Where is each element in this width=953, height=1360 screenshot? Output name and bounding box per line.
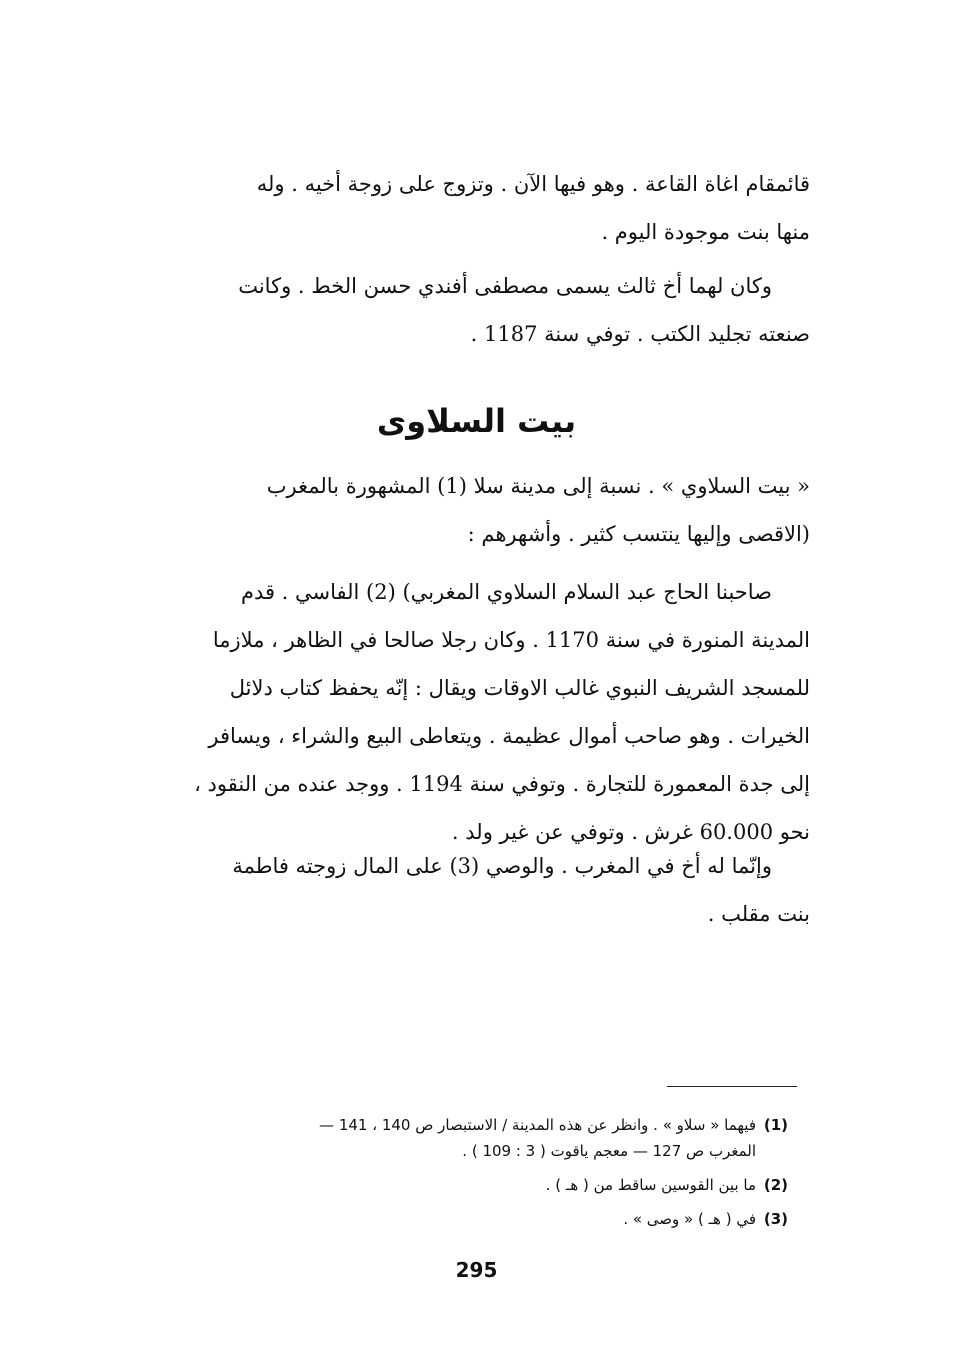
footnote-line: في ( هـ ) « وصى » . [623, 1210, 756, 1228]
paragraph [138, 462, 810, 558]
section-heading: بيت السلاوى [376, 402, 577, 440]
paragraph [138, 568, 810, 856]
text-line: وكان لهما أخ ثالث يسمى مصطفى أفندي حسن الخط . وكانت [238, 274, 772, 298]
text-line: المدينة المنورة في سنة 1170 . وكان رجلا صالحا في الظاهر ، ملازما [212, 628, 810, 652]
text-line: « بيت السلاوي » . نسبة إلى مدينة سلا (1) المشهورة بالمغرب [266, 474, 810, 498]
text-line: للمسجد الشريف النبوي غالب الاوقات ويقال : إنّه يحفظ كتاب دلائل [229, 676, 810, 700]
text-line: نحو 60.000 غرش . وتوفي عن غير ولد . [451, 820, 810, 844]
text-line: الخيرات . وهو صاحب أموال عظيمة . ويتعاطى البيع والشراء ، ويسافر [208, 724, 810, 748]
footnote-text [148, 1172, 756, 1198]
footnote-marker: (2) [763, 1176, 788, 1194]
footnote [148, 1172, 788, 1198]
footnote-text [148, 1206, 756, 1232]
text-line: (الاقصى وإليها ينتسب كثير . وأشهرهم : [467, 522, 810, 546]
footnote [148, 1112, 788, 1164]
text-line: وإنّما له أخ في المغرب . والوصي (3) على المال زوجته فاطمة [232, 854, 772, 878]
text-line: بنت مقلب . [707, 902, 810, 926]
footnotes [148, 1112, 788, 1240]
page-number: 295 [455, 1258, 498, 1282]
text-line: صنعته تجليد الكتب . توفي سنة 1187 . [470, 322, 810, 346]
footnote-text [148, 1112, 756, 1164]
text-line: إلى جدة المعمورة للتجارة . وتوفي سنة 1194 . ووجد عنده من النقود ، [194, 772, 810, 796]
footnote-marker: (1) [763, 1116, 788, 1134]
footnote-line: ما بين القوسين ساقط من ( هـ ) . [545, 1176, 756, 1194]
footnote-marker: (3) [763, 1210, 788, 1228]
text-line: قائمقام اغاة القاعة . وهو فيها الآن . وتزوج على زوجة أخيه . وله [256, 172, 810, 196]
footnote-separator [667, 1086, 797, 1087]
text-line: صاحبنا الحاج عبد السلام السلاوي المغربي) (2) الفاسي . قدم [240, 580, 772, 604]
footnote-line: المغرب ص 127 — معجم ياقوت ( 3 : 109 ) . [462, 1142, 756, 1160]
paragraph [138, 842, 810, 938]
footnote-line: فيهما « سلاو » . وانظر عن هذه المدينة / الاستبصار ص 140 ، 141 — [319, 1116, 756, 1134]
paragraph [138, 160, 810, 256]
text-line: منها بنت موجودة اليوم . [601, 220, 810, 244]
footnote [148, 1206, 788, 1232]
paragraph [138, 262, 810, 358]
